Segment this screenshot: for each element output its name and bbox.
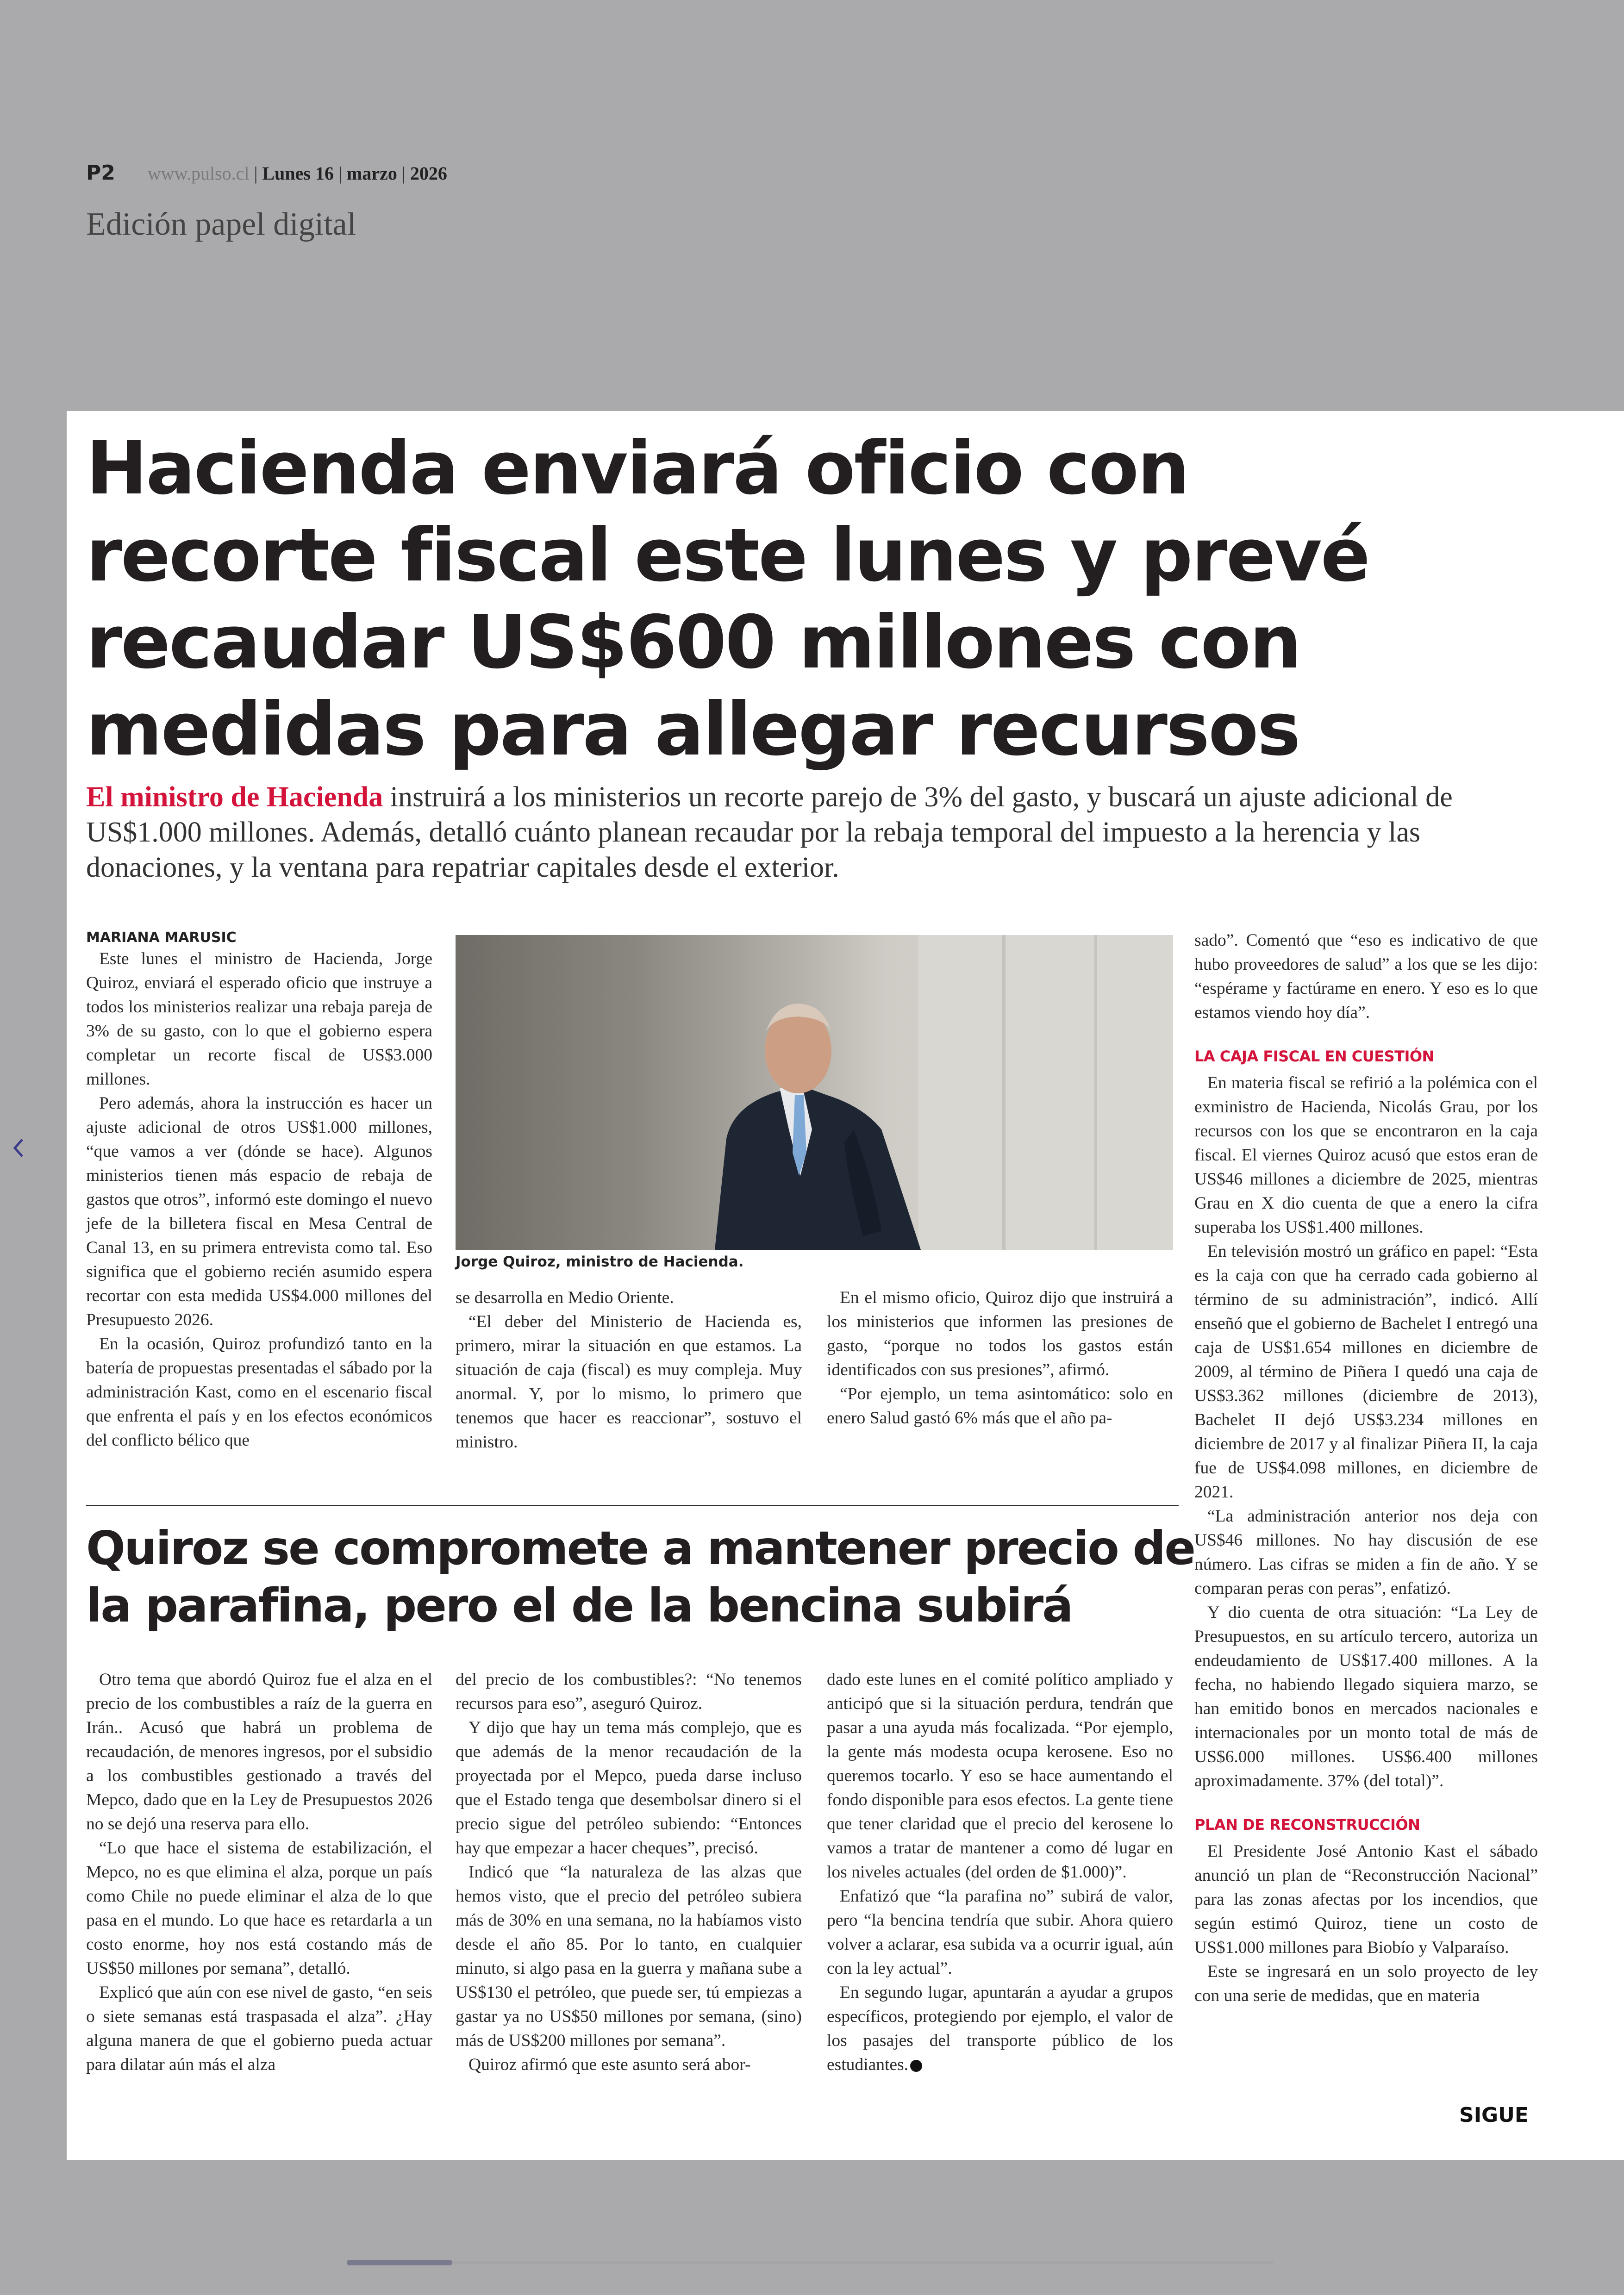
paragraph: “El deber del Ministerio de Hacienda es, primero, mirar la situación en que estamos. La situación de caja (fiscal) es muy compleja. Muy anormal. Y, por lo mismo, lo primero que tenemos que hacer es reaccionar”, sostuvo el ministro. — [456, 1312, 802, 1452]
lead-text: instruirá a los ministerios un recorte parejo de 3% del gasto, y buscará un ajuste adicional de US$1.000 millones. Además, detalló cuánto planean recaudar por la rebaja temporal del impuesto a la herencia y las donaciones, y la ventana para repatriar capitales desde el exterior. — [86, 781, 1453, 883]
page-scroll-thumb[interactable] — [347, 2260, 452, 2265]
paragraph: del precio de los combustibles?: “No tenemos recursos para eso”, aseguró Quiroz. — [456, 1670, 802, 1713]
paragraph: Y dijo que hay un tema más complejo, que es que además de la menor recaudación de la proyectada por el Mepco, pueda darse incluso que el Estado tenga que desembolsar dinero si el precio sigue del petróleo subiendo: “Entonces hay que empezar a hacer cheques”, precisó. — [456, 1718, 802, 1858]
paragraph: En materia fiscal se refirió a la polémica con el exministro de Hacienda, Nicolás Grau, por los recursos con los que se encontraron en la caja fiscal. El viernes Quiroz acusó que estos eran de US$46 millones a diciembre de 2025, mientras Grau en X dio cuenta de que a enero la cifra superaba los US$1.400 millones. — [1194, 1073, 1538, 1237]
paragraph: Este se ingresará en un solo proyecto de ley con una serie de medidas, que en materia — [1194, 1962, 1538, 2005]
article-column-3 — [827, 1286, 1173, 1430]
second-article-column-1 — [86, 1668, 432, 2077]
paragraph: Quiroz afirmó que este asunto será abor- — [468, 2055, 751, 2074]
paragraph: sado”. Comentó que “eso es indicativo de que hubo proveedores de salud” a los que se les dijo: “espérame y factúrame en enero. Y eso es lo que estamos viendo hoy día”. — [1194, 931, 1538, 1022]
subhead-plan-reconstruccion: PLAN DE RECONSTRUCCIÓN — [1194, 1816, 1420, 1834]
byline: MARIANA MARUSIC — [86, 929, 237, 946]
page-number: P2 — [86, 161, 115, 185]
article-column-1 — [86, 929, 432, 1453]
issue-year: 2026 — [410, 163, 447, 184]
newspaper-page — [67, 411, 1624, 2160]
page-scroll-track[interactable] — [347, 2261, 1273, 2264]
end-mark-icon — [910, 2060, 922, 2072]
site-url[interactable]: www.pulso.cl — [147, 163, 250, 184]
paragraph: Y dio cuenta de otra situación: “La Ley de Presupuestos, en su artículo tercero, autoriza un endeudamiento de US$17.400 millones. A la fecha, no habiendo llegado siquiera marzo, se han emitido bonos en mercados nacionales e internacionales por un monto total de más de US$6.000 millones. US$6.400 millones aproximadamente. 37% (del total)”. — [1194, 1603, 1538, 1790]
paragraph: Explicó que aún con ese nivel de gasto, “en seis o siete semanas está traspasada el alza”. ¿Hay alguna manera de que el gobierno pueda actuar para dilatar aún más el alza — [86, 1983, 432, 2074]
paragraph: “Por ejemplo, un tema asintomático: solo en enero Salud gastó 6% más que el año pa- — [827, 1384, 1173, 1428]
paragraph: En televisión mostró un gráfico en papel: “Esta es la caja con que ha cerrado cada gobierno al término de su administración”, indicó. Allí enseñó que el gobierno de Bachelet I entregó una caja de US$1.654 millones en diciembre de 2009, al término de Piñera I quedó una caja de US$3.362 millones (diciembre de 2013), Bachelet II dejó US$3.234 millones en diciembre de 2017 y al finalizar Piñera II, la caja fue de US$4.098 millones, en diciembre de 2021. — [1194, 1242, 1538, 1502]
issue-day: Lunes 16 — [262, 163, 334, 184]
paragraph: “Lo que hace el sistema de estabilización, el Mepco, no es que elimina el alza, porque un país como Chile no puede eliminar el alza de lo que pasa en el mundo. Lo que hace es retardarla a un costo enorme, hoy nos está costando más de US$50 millones por semana”, detalló. — [86, 1839, 432, 1978]
paragraph: “La administración anterior nos deja con US$46 millones. No hay discusión de ese número. Las cifras se miden a fin de año. Y se comparan peras con peras”, enfatizó. — [1194, 1507, 1538, 1598]
minister-photo — [456, 935, 1173, 1250]
article-photo — [456, 935, 1173, 1250]
subhead-caja-fiscal: LA CAJA FISCAL EN CUESTIÓN — [1194, 1048, 1434, 1065]
article-column-2 — [456, 1286, 802, 1454]
second-article-headline: Quiroz se compromete a mantener precio de la parafina, pero el de la bencina subirá — [86, 1521, 1195, 1633]
second-article-column-3 — [827, 1668, 1173, 2077]
paragraph: dado este lunes en el comité político ampliado y anticipó que si la situación perdura, tendrán que pasar a una ayuda más focalizada. “Por ejemplo, la gente más modesta ocupa kerosene. Eso no queremos tocarlo. Y eso se hace aumentando el fondo disponible para esos efectos. La gente tiene que tener claridad que el precio del kerosene lo vamos a tratar de mantener a como dé lugar en los niveles actuales (del orden de $1.000)”. — [827, 1670, 1173, 1882]
lead-kicker: El ministro de Hacienda — [86, 781, 383, 813]
photo-caption: Jorge Quiroz, ministro de Hacienda. — [456, 1254, 744, 1270]
paragraph: Este lunes el ministro de Hacienda, Jorge Quiroz, enviará el esperado oficio que instruye a todos los ministerios realizar una rebaja pareja de 3% de su gasto, con lo que el gobierno espera completar un recorte fiscal de US$3.000 millones. — [86, 949, 432, 1089]
page-header: P2 www.pulso.cl | Lunes 16 | marzo | 2026 — [86, 161, 447, 185]
section-divider — [86, 1505, 1179, 1506]
paragraph — [827, 1981, 1173, 2077]
paragraph: Pero además, ahora la instrucción es hacer un ajuste adicional de otros US$1.000 millones, “que vamos a ver (dónde se hace). Algunos ministerios tienen más espacio de rebaja de gastos que otros”, informó este domingo el nuevo jefe de la billetera fiscal en Mesa Central de Canal 13, en su primera entrevista como tal. Eso significa que el gobierno recién asumido espera recortar con esta medida US$4.000 millones del Presupuesto 2026. — [86, 1094, 432, 1329]
continue-label: SIGUE — [1459, 2103, 1529, 2127]
article-column-4 — [1194, 929, 1538, 2008]
article-headline: Hacienda enviará oficio con recorte fiscal este lunes y prevé recaudar US$600 millones con medidas para allegar recursos — [86, 426, 1369, 772]
paragraph: se desarrolla en Medio Oriente. — [456, 1288, 674, 1307]
paragraph: En la ocasión, Quiroz profundizó tanto en la batería de propuestas presentadas el sábado por la administración Kast, como en el escenario fiscal que enfrenta el país y en los efectos económicos del conflicto bélico que — [86, 1335, 432, 1450]
issue-month: marzo — [347, 163, 397, 184]
article-lead — [86, 780, 1544, 885]
paragraph: El Presidente José Antonio Kast el sábado anunció un plan de “Reconstrucción Nacional” para las zonas afectas por los incendios, que según estimó Quiroz, tiene un costo de US$1.000 millones para Biobío y Valparaíso. — [1194, 1842, 1538, 1957]
paragraph: Otro tema que abordó Quiroz fue el alza en el precio de los combustibles a raíz de la guerra en Irán.. Acusó que habrá un problema de recaudación, de menores ingresos, por el subsidio a los combustibles gestionado a través del Mepco, dado que en la Ley de Presupuestos 2026 no se dejó una reserva para ello. — [86, 1670, 432, 1834]
paragraph-text: En segundo lugar, apuntarán a ayudar a grupos específicos, protegiendo por ejemplo, el valor de los pasajes del transporte público de los estudiantes. — [827, 1983, 1173, 2074]
edition-label: Edición papel digital — [86, 206, 356, 242]
second-article-column-2 — [456, 1668, 802, 2077]
paragraph: Indicó que “la naturaleza de las alzas que hemos visto, que el precio del petróleo subiera más de 30% en una semana, no la habíamos visto desde el año 85. Por lo tanto, en cualquier minuto, si algo pasa en la guerra y mañana sube a US$130 el petróleo, que puede ser, tú empiezas a gastar ya no US$50 millones por semana, (sino) más de US$200 millones por semana”. — [456, 1863, 802, 2050]
chevron-left-icon[interactable] — [9, 1129, 28, 1166]
paragraph: En el mismo oficio, Quiroz dijo que instruirá a los ministerios que informen las presiones de gasto, “porque no todos los gastos están identificados con sus presiones”, afirmó. — [827, 1288, 1173, 1379]
paragraph: Enfatizó que “la parafina no” subirá de valor, pero “la bencina tendría que subir. Ahora quiero volver a aclarar, esa subida va a ocurrir igual, aún con la ley actual”. — [827, 1887, 1173, 1978]
